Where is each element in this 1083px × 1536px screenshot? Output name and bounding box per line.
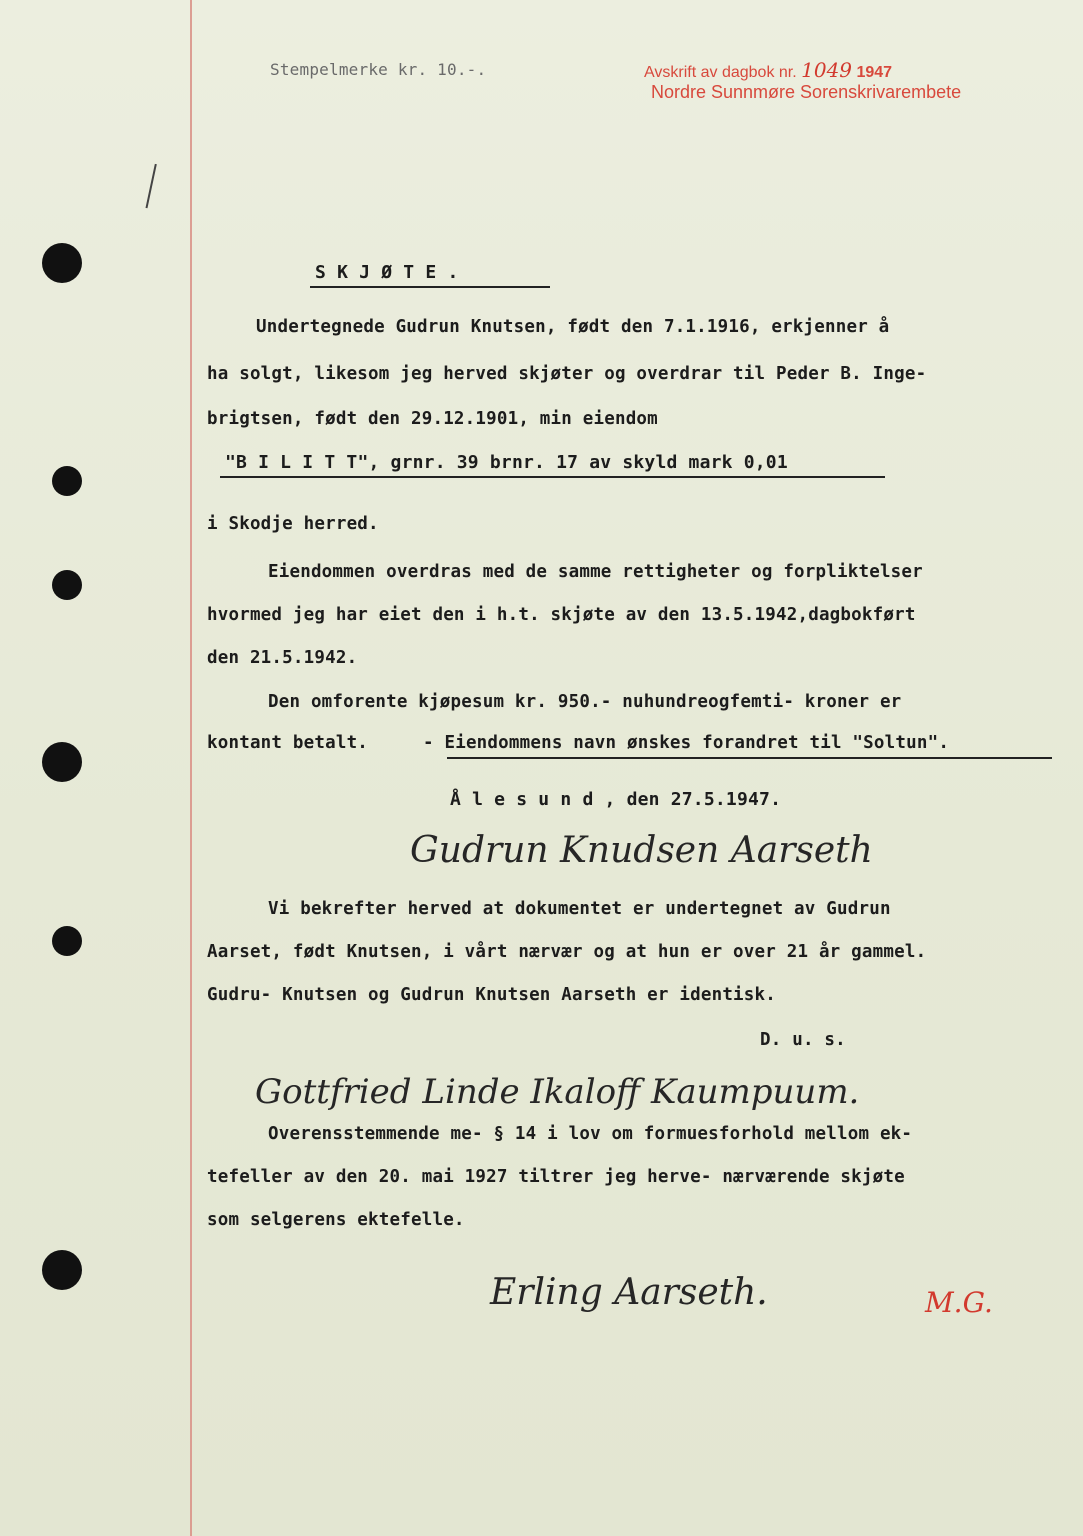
body-line-3: brigtsen, født den 29.12.1901, min eiendom <box>207 409 658 429</box>
witness-line-1: Vi bekrefter herved at dokumentet er undertegnet av Gudrun <box>268 899 891 919</box>
body-line-8: den 21.5.1942. <box>207 648 358 668</box>
body-line-1: Undertegnede Gudrun Knutsen, født den 7.1.1916, erkjenner å <box>256 317 890 337</box>
red-initials: M.G. <box>925 1286 993 1319</box>
binder-hole-icon <box>42 243 82 283</box>
register-year: 1947 <box>856 64 893 81</box>
witness-line-3: Gudru- Knutsen og Gudrun Knutsen Aarseth er identisk. <box>207 985 777 1005</box>
binder-hole-icon <box>42 742 82 782</box>
body-line-9: Den omforente kjøpesum kr. 950.- nuhundreogfemti- kroner er <box>268 692 902 712</box>
body-line-7: hvormed jeg har eiet den i h.t. skjøte av den 13.5.1942,dagbokført <box>207 605 916 625</box>
spouse-line-1: Overensstemmende me- § 14 i lov om formuesforhold mellom ek- <box>268 1124 913 1144</box>
register-office: Nordre Sunnmøre Sorenskrivarembete <box>651 82 962 102</box>
signature-seller: Gudrun Knudsen Aarseth <box>410 830 873 871</box>
body-line-2: ha solgt, likesom jeg herved skjøter og overdrar til Peder B. Inge- <box>207 364 927 384</box>
binder-hole-icon <box>52 570 82 600</box>
document-title: S K J Ø T E . <box>315 262 459 283</box>
binder-hole-icon <box>52 926 82 956</box>
register-stamp <box>644 58 892 82</box>
register-number: 1049 <box>801 58 853 82</box>
place-date: Å l e s u n d , den 27.5.1947. <box>450 789 782 810</box>
register-stamp-label: Avskrift av dagbok nr. <box>644 64 797 81</box>
body-line-5: i Skodje herred. <box>207 514 379 534</box>
witness-line-2: Aarset, født Knutsen, i vårt nærvær og at hun er over 21 år gammel. <box>207 942 927 962</box>
name-change-underline <box>447 757 1052 759</box>
binder-hole-icon <box>42 1250 82 1290</box>
signature-witnesses: Gottfried Linde Ikaloff Kaumpuum. <box>255 1072 860 1112</box>
body-line-10: kontant betalt. <box>207 733 369 753</box>
body-line-6: Eiendommen overdras med de samme rettigheter og forpliktelser <box>268 562 923 582</box>
property-underline <box>220 476 885 478</box>
spouse-line-2: tefeller av den 20. mai 1927 tiltrer jeg herve- nærværende skjøte <box>207 1167 905 1187</box>
dus-abbreviation: D. u. s. <box>760 1030 846 1050</box>
pencil-mark <box>145 164 170 211</box>
signature-spouse: Erling Aarseth. <box>490 1272 768 1313</box>
stamp-fee-note: Stempelmerke kr. 10.-. <box>270 60 487 79</box>
margin-line <box>190 0 192 1536</box>
binder-hole-icon <box>52 466 82 496</box>
property-line: "B I L I T T", grnr. 39 brnr. 17 av skyld mark 0,01 <box>225 452 788 473</box>
title-underline <box>310 286 550 288</box>
spouse-line-3: som selgerens ektefelle. <box>207 1210 465 1230</box>
name-change-note: - Eiendommens navn ønskes forandret til "Soltun". <box>423 733 950 753</box>
